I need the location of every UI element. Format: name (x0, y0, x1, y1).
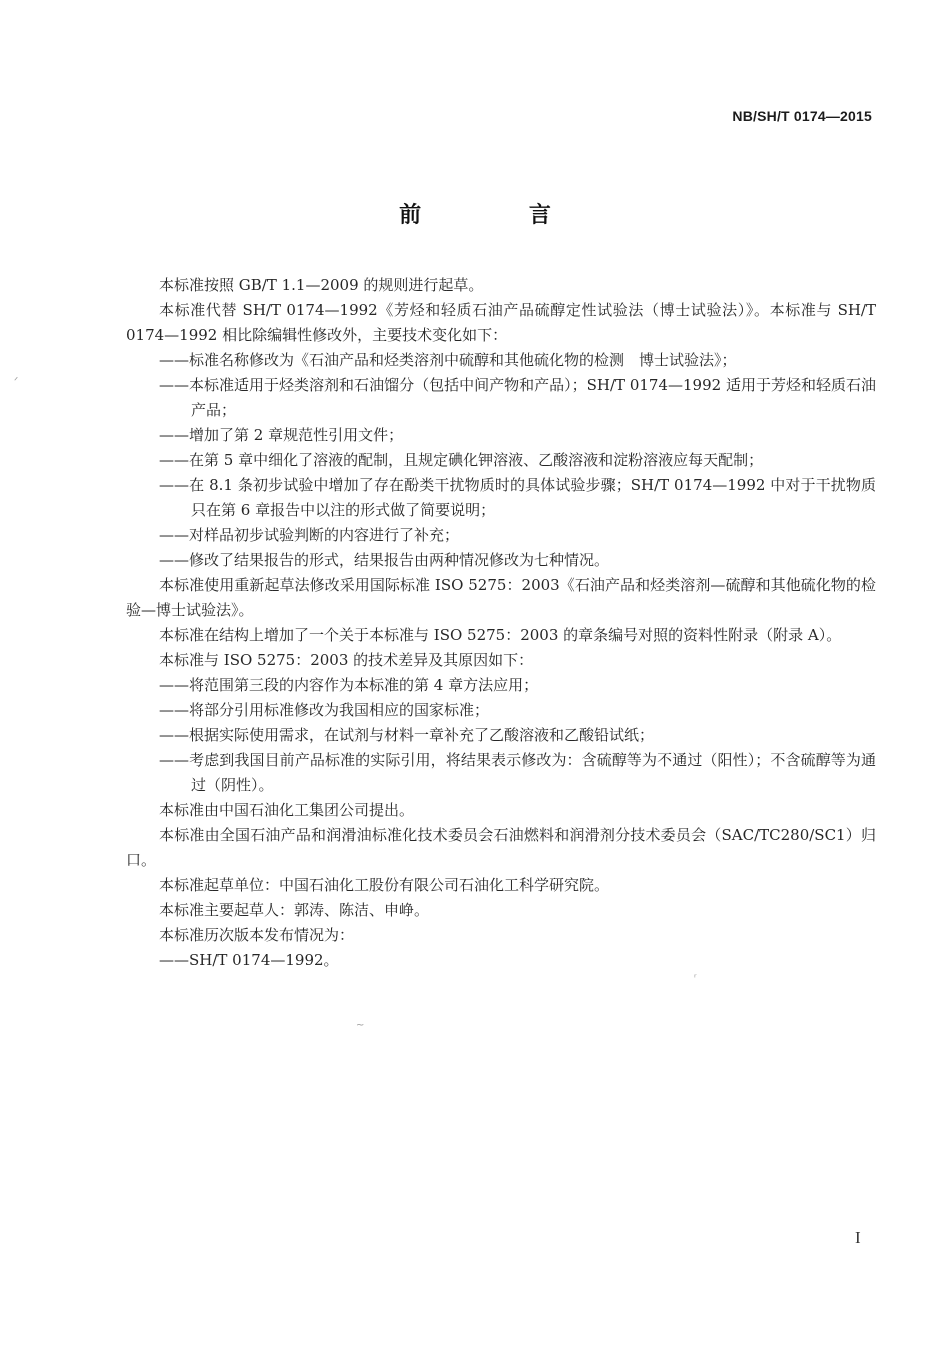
list-item: ——增加了第 2 章规范性引用文件； (159, 426, 404, 444)
paragraph: 本标准由全国石油产品和润滑油标准化技术委员会石油燃料和润滑剂分技术委员会（SAC/TC280/SC1）归口。 (126, 826, 876, 869)
page-title: 前 言 (399, 203, 601, 228)
list-item: ——考虑到我国目前产品标准的实际引用，将结果表示修改为：含硫醇等为不通过（阳性）；不含硫醇等为通过（阴性）。 (159, 751, 876, 794)
paragraph: 本标准历次版本发布情况为： (159, 926, 355, 944)
scan-speck: ᐟ (14, 376, 19, 387)
paragraph: 本标准与 ISO 5275：2003 的技术差异及其原因如下： (159, 651, 534, 669)
list-item: ——将部分引用标准修改为我国相应的国家标准； (159, 701, 490, 719)
list-item: ——对样品初步试验判断的内容进行了补充； (159, 526, 460, 544)
list-item: ——在 8.1 条初步试验中增加了存在酚类干扰物质时的具体试验步骤；SH/T 0174—1992 中对于干扰物质只在第 6 章报告中以注的形式做了简要说明； (159, 476, 876, 519)
list-item: ——根据实际使用需求，在试剂与材料一章补充了乙酸溶液和乙酸铅试纸； (159, 726, 655, 744)
paragraph: 本标准主要起草人：郭涛、陈洁、申峥。 (159, 901, 430, 919)
list-item: ——修改了结果报告的形式，结果报告由两种情况修改为七种情况。 (159, 551, 610, 569)
paragraph: 本标准代替 SH/T 0174—1992《芳烃和轻质石油产品硫醇定性试验法（博士试验法）》。本标准与 SH/T 0174—1992 相比除编辑性修改外，主要技术变化如下： (126, 301, 876, 344)
list-item: ——本标准适用于烃类溶剂和石油馏分（包括中间产物和产品）；SH/T 0174—1992 适用于芳烃和轻质石油产品； (159, 376, 876, 419)
paragraph: 本标准起草单位：中国石油化工股份有限公司石油化工科学研究院。 (159, 876, 610, 894)
paragraph: 本标准按照 GB/T 1.1—2009 的规则进行起草。 (159, 276, 484, 294)
paragraph: ——SH/T 0174—1992。 (159, 951, 339, 969)
scan-speck: ʳ (694, 973, 697, 984)
list-item: ——将范围第三段的内容作为本标准的第 4 章方法应用； (159, 676, 539, 694)
paragraph: 本标准在结构上增加了一个关于本标准与 ISO 5275：2003 的章条编号对照的资料性附录（附录 A）。 (159, 626, 842, 644)
paragraph: 本标准由中国石油化工集团公司提出。 (159, 801, 415, 819)
page-number: I (855, 1228, 861, 1247)
list-item: ——在第 5 章中细化了溶液的配制，且规定碘化钾溶液、乙酸溶液和淀粉溶液应每天配制； (159, 451, 764, 469)
paragraph: 本标准使用重新起草法修改采用国际标准 ISO 5275：2003《石油产品和烃类溶剂—硫醇和其他硫化物的检验—博士试验法》。 (126, 576, 876, 619)
scan-speck: ~ (356, 1020, 365, 1031)
document-code: NB/SH/T 0174—2015 (732, 108, 872, 124)
list-item: ——标准名称修改为《石油产品和烃类溶剂中硫醇和其他硫化物的检测 博士试验法》； (159, 351, 737, 369)
preface-body (126, 273, 876, 973)
